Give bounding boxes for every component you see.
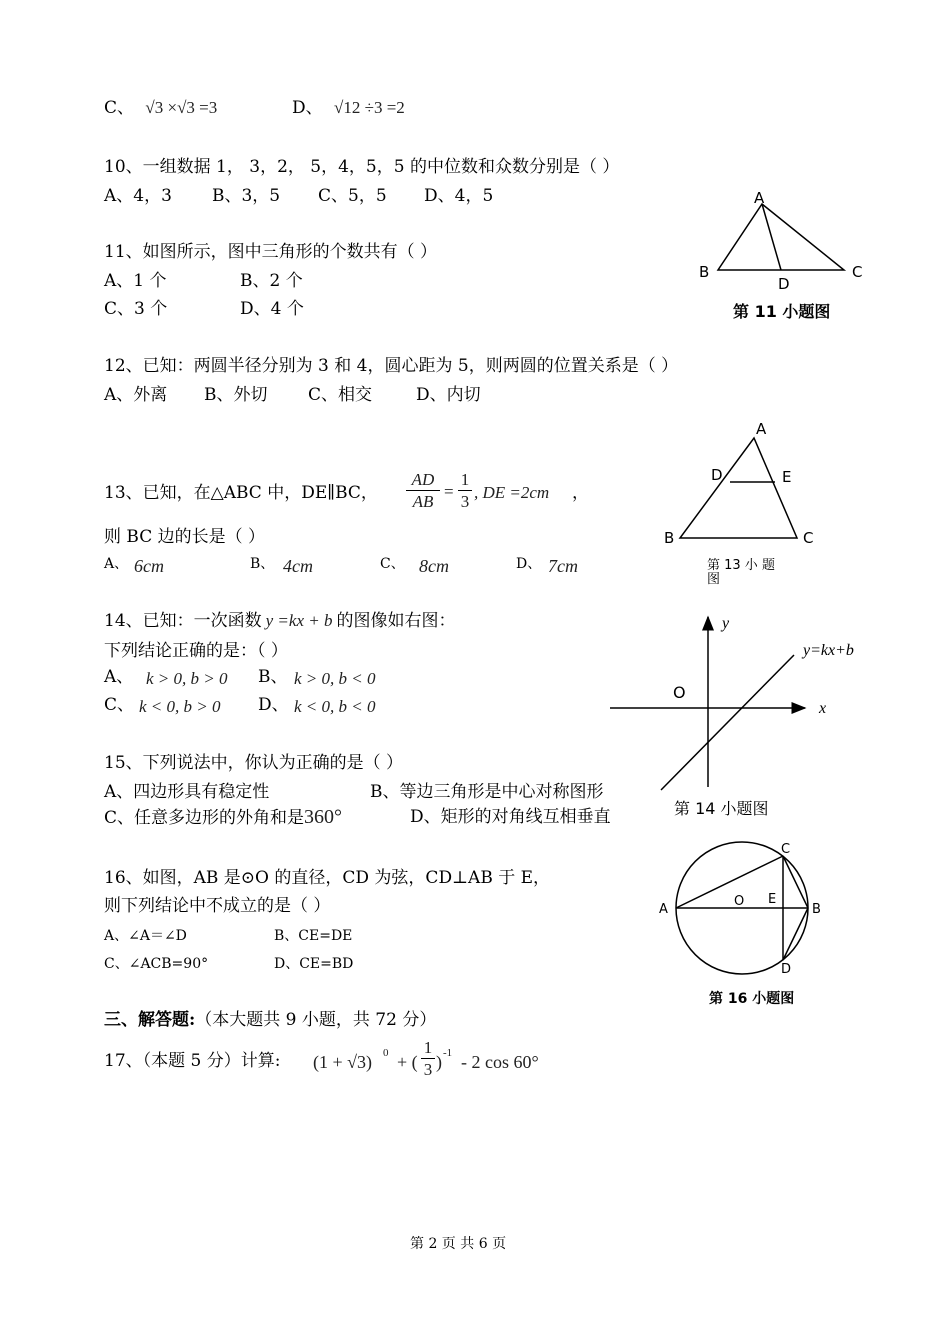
q16-option-a: A、∠A＝∠D [104, 928, 187, 944]
q11-option-d: D、4 个 [240, 299, 304, 319]
q13-option-c-value: 8cm [419, 556, 449, 576]
q14-line2: 下列结论正确的是：（ ） [104, 641, 288, 661]
q13-frac1-den: AB [412, 492, 434, 511]
q13-option-c-label: C、 [380, 556, 405, 572]
q13-eq: = [444, 482, 454, 501]
q14-option-c-expr: k < 0, b > 0 [139, 697, 221, 716]
q11-label-d: D [778, 275, 790, 293]
q17-close-paren: ) [436, 1052, 442, 1072]
q14-label-y: y [722, 615, 730, 632]
q16-option-d: D、CE=BD [274, 956, 354, 972]
q10-option-a: A、4，3 [104, 186, 172, 206]
q13-option-d-value: 7cm [548, 556, 578, 576]
q10-option-c: C、5，5 [318, 186, 387, 206]
q13-option-a-value: 6cm [134, 556, 164, 576]
q13-figure-caption-1: 第 13 小 题 [707, 558, 775, 573]
q13-fraction-1-3 [458, 470, 472, 513]
q12-stem: 12、已知：两圆半径分别为 3 和 4，圆心距为 5，则两圆的位置关系是（ ） [104, 356, 679, 376]
q9-option-d-label: D、 [292, 98, 323, 118]
q14-label-line: y=kx+b [803, 642, 854, 659]
q15-stem: 15、下列说法中，你认为正确的是（ ） [104, 753, 404, 773]
q16-segment-bd [783, 908, 808, 960]
q16-line1: 16、如图，AB 是⊙O 的直径，CD 为弦，CD⊥AB 于 E， [104, 868, 551, 888]
q11-label-b: B [699, 263, 710, 281]
q9-option-c-label: C、 [104, 98, 135, 118]
q14-graph-figure [600, 605, 880, 795]
q14-option-b-label: B、 [258, 667, 288, 687]
page-footer: 第 2 页 共 6 页 [410, 1236, 507, 1252]
q14-option-d-label: D、 [258, 695, 289, 715]
q15-option-d: D、矩形的对角线互相垂直 [410, 807, 611, 827]
q13-triangle-abc [680, 438, 797, 538]
q13-frac2-num: 1 [460, 470, 470, 489]
q11-option-b: B、2 个 [240, 271, 303, 291]
q16-label-c: C [781, 842, 791, 857]
q13-label-b: B [664, 529, 675, 547]
q16-label-d: D [781, 962, 792, 977]
q13-line2: 则 BC 边的长是（ ） [104, 527, 266, 547]
q13-option-b-value: 4cm [283, 556, 313, 576]
q11-triangle-figure [690, 188, 870, 298]
q13-comma: ， [572, 483, 589, 503]
q13-label-a: A [756, 420, 767, 438]
q9-option-d [292, 97, 405, 119]
q17-plus-open: + ( [397, 1052, 418, 1072]
q17-tail: - 2 cos 60° [461, 1052, 539, 1072]
q14-option-a-label: A、 [104, 667, 134, 687]
q13-label-e: E [782, 468, 792, 486]
q15-option-c-expr: 360° [304, 806, 343, 828]
q9-option-c-expr: √3 ×√3 =3 [145, 98, 218, 117]
q13-frac1-num: AD [411, 470, 435, 489]
q14-stem-prefix: 14、已知：一次函数 [104, 611, 262, 631]
q15-option-c [104, 806, 342, 829]
q13-stem-prefix: 13、已知，在△ABC 中，DE∥BC， [104, 483, 378, 503]
q13-tail: , DE =2cm [474, 483, 550, 502]
q15-option-a: A、四边形具有稳定性 [104, 782, 270, 802]
q15-option-c-text: C、任意多边形的外角和是 [104, 808, 305, 828]
q13-option-b-label: B、 [250, 556, 275, 572]
q14-label-x: x [819, 700, 827, 717]
q12-option-b: B、外切 [204, 385, 268, 405]
q12-option-c: C、相交 [308, 385, 373, 405]
q16-circle-figure [655, 835, 835, 985]
q16-label-a: A [659, 902, 668, 917]
q17-fraction-1-3 [421, 1038, 435, 1081]
q17-frac-num: 1 [423, 1038, 433, 1057]
q14-label-origin: O [673, 683, 686, 702]
q11-option-a: A、1 个 [104, 271, 167, 291]
q14-option-d-expr: k < 0, b < 0 [294, 697, 376, 716]
q14-option-c-label: C、 [104, 695, 135, 715]
q14-stem [104, 610, 455, 632]
q12-option-a: A、外离 [104, 385, 168, 405]
section3-heading [104, 1009, 436, 1031]
q10-option-d: D、4，5 [424, 186, 494, 206]
q11-option-c: C、3 个 [104, 299, 168, 319]
q11-label-a: A [754, 189, 765, 207]
q13-figure-caption-2: 图 [707, 572, 721, 587]
q11-label-c: C [852, 263, 863, 281]
q14-function-line [661, 655, 794, 790]
q15-option-b: B、等边三角形是中心对称图形 [370, 782, 604, 802]
q13-triangle-figure [655, 412, 830, 552]
q14-stem-expr: y =kx + b [265, 611, 333, 630]
q10-stem: 10、一组数据 1， 3，2， 5，4，5，5 的中位数和众数分别是（ ） [104, 157, 620, 177]
q16-option-b: B、CE=DE [274, 928, 353, 944]
q13-option-d-label: D、 [516, 556, 542, 572]
section3-note: （本大题共 9 小题，共 72 分） [195, 1010, 437, 1030]
q9-option-d-expr: √12 ÷3 =2 [334, 98, 405, 117]
q16-label-e: E [768, 892, 777, 907]
q13-option-a-label: A、 [104, 556, 129, 572]
q11-segment-ad [762, 204, 781, 270]
q10-option-b: B、3，5 [212, 186, 281, 206]
q14-figure-caption: 第 14 小题图 [674, 799, 769, 818]
q14-stem-suffix: 的图像如右图： [336, 611, 456, 631]
q17-exp-0: 0 [383, 1047, 389, 1059]
q9-option-c [104, 97, 217, 119]
q16-option-c: C、∠ACB=90° [104, 956, 209, 972]
q16-label-o: O [734, 894, 745, 909]
q11-figure-caption: 第 11 小题图 [733, 302, 831, 321]
q13-label-d: D [711, 466, 723, 484]
q13-fraction-ad-ab [406, 470, 440, 513]
q16-label-b: B [812, 902, 821, 917]
q13-frac2-den: 3 [460, 492, 470, 511]
q14-option-a-expr: k > 0, b > 0 [146, 669, 228, 688]
q14-option-b-expr: k > 0, b < 0 [294, 669, 376, 688]
q17-prefix: 17、（本题 5 分）计算: [104, 1051, 281, 1071]
q11-triangle-abc [718, 204, 844, 270]
q16-segment-cb [783, 856, 808, 908]
section3-title: 三、解答题: [104, 1010, 196, 1030]
q16-line2: 则下列结论中不成立的是（ ） [104, 896, 331, 916]
q17-expr-a: (1 + √3) [313, 1052, 373, 1072]
q13-label-c: C [803, 529, 814, 547]
q17-exp-neg1: -1 [443, 1047, 453, 1059]
q16-figure-caption: 第 16 小题图 [709, 991, 795, 1007]
q12-option-d: D、内切 [416, 385, 481, 405]
q17-frac-den: 3 [423, 1060, 433, 1079]
q11-stem: 11、如图所示，图中三角形的个数共有（ ） [104, 242, 438, 262]
